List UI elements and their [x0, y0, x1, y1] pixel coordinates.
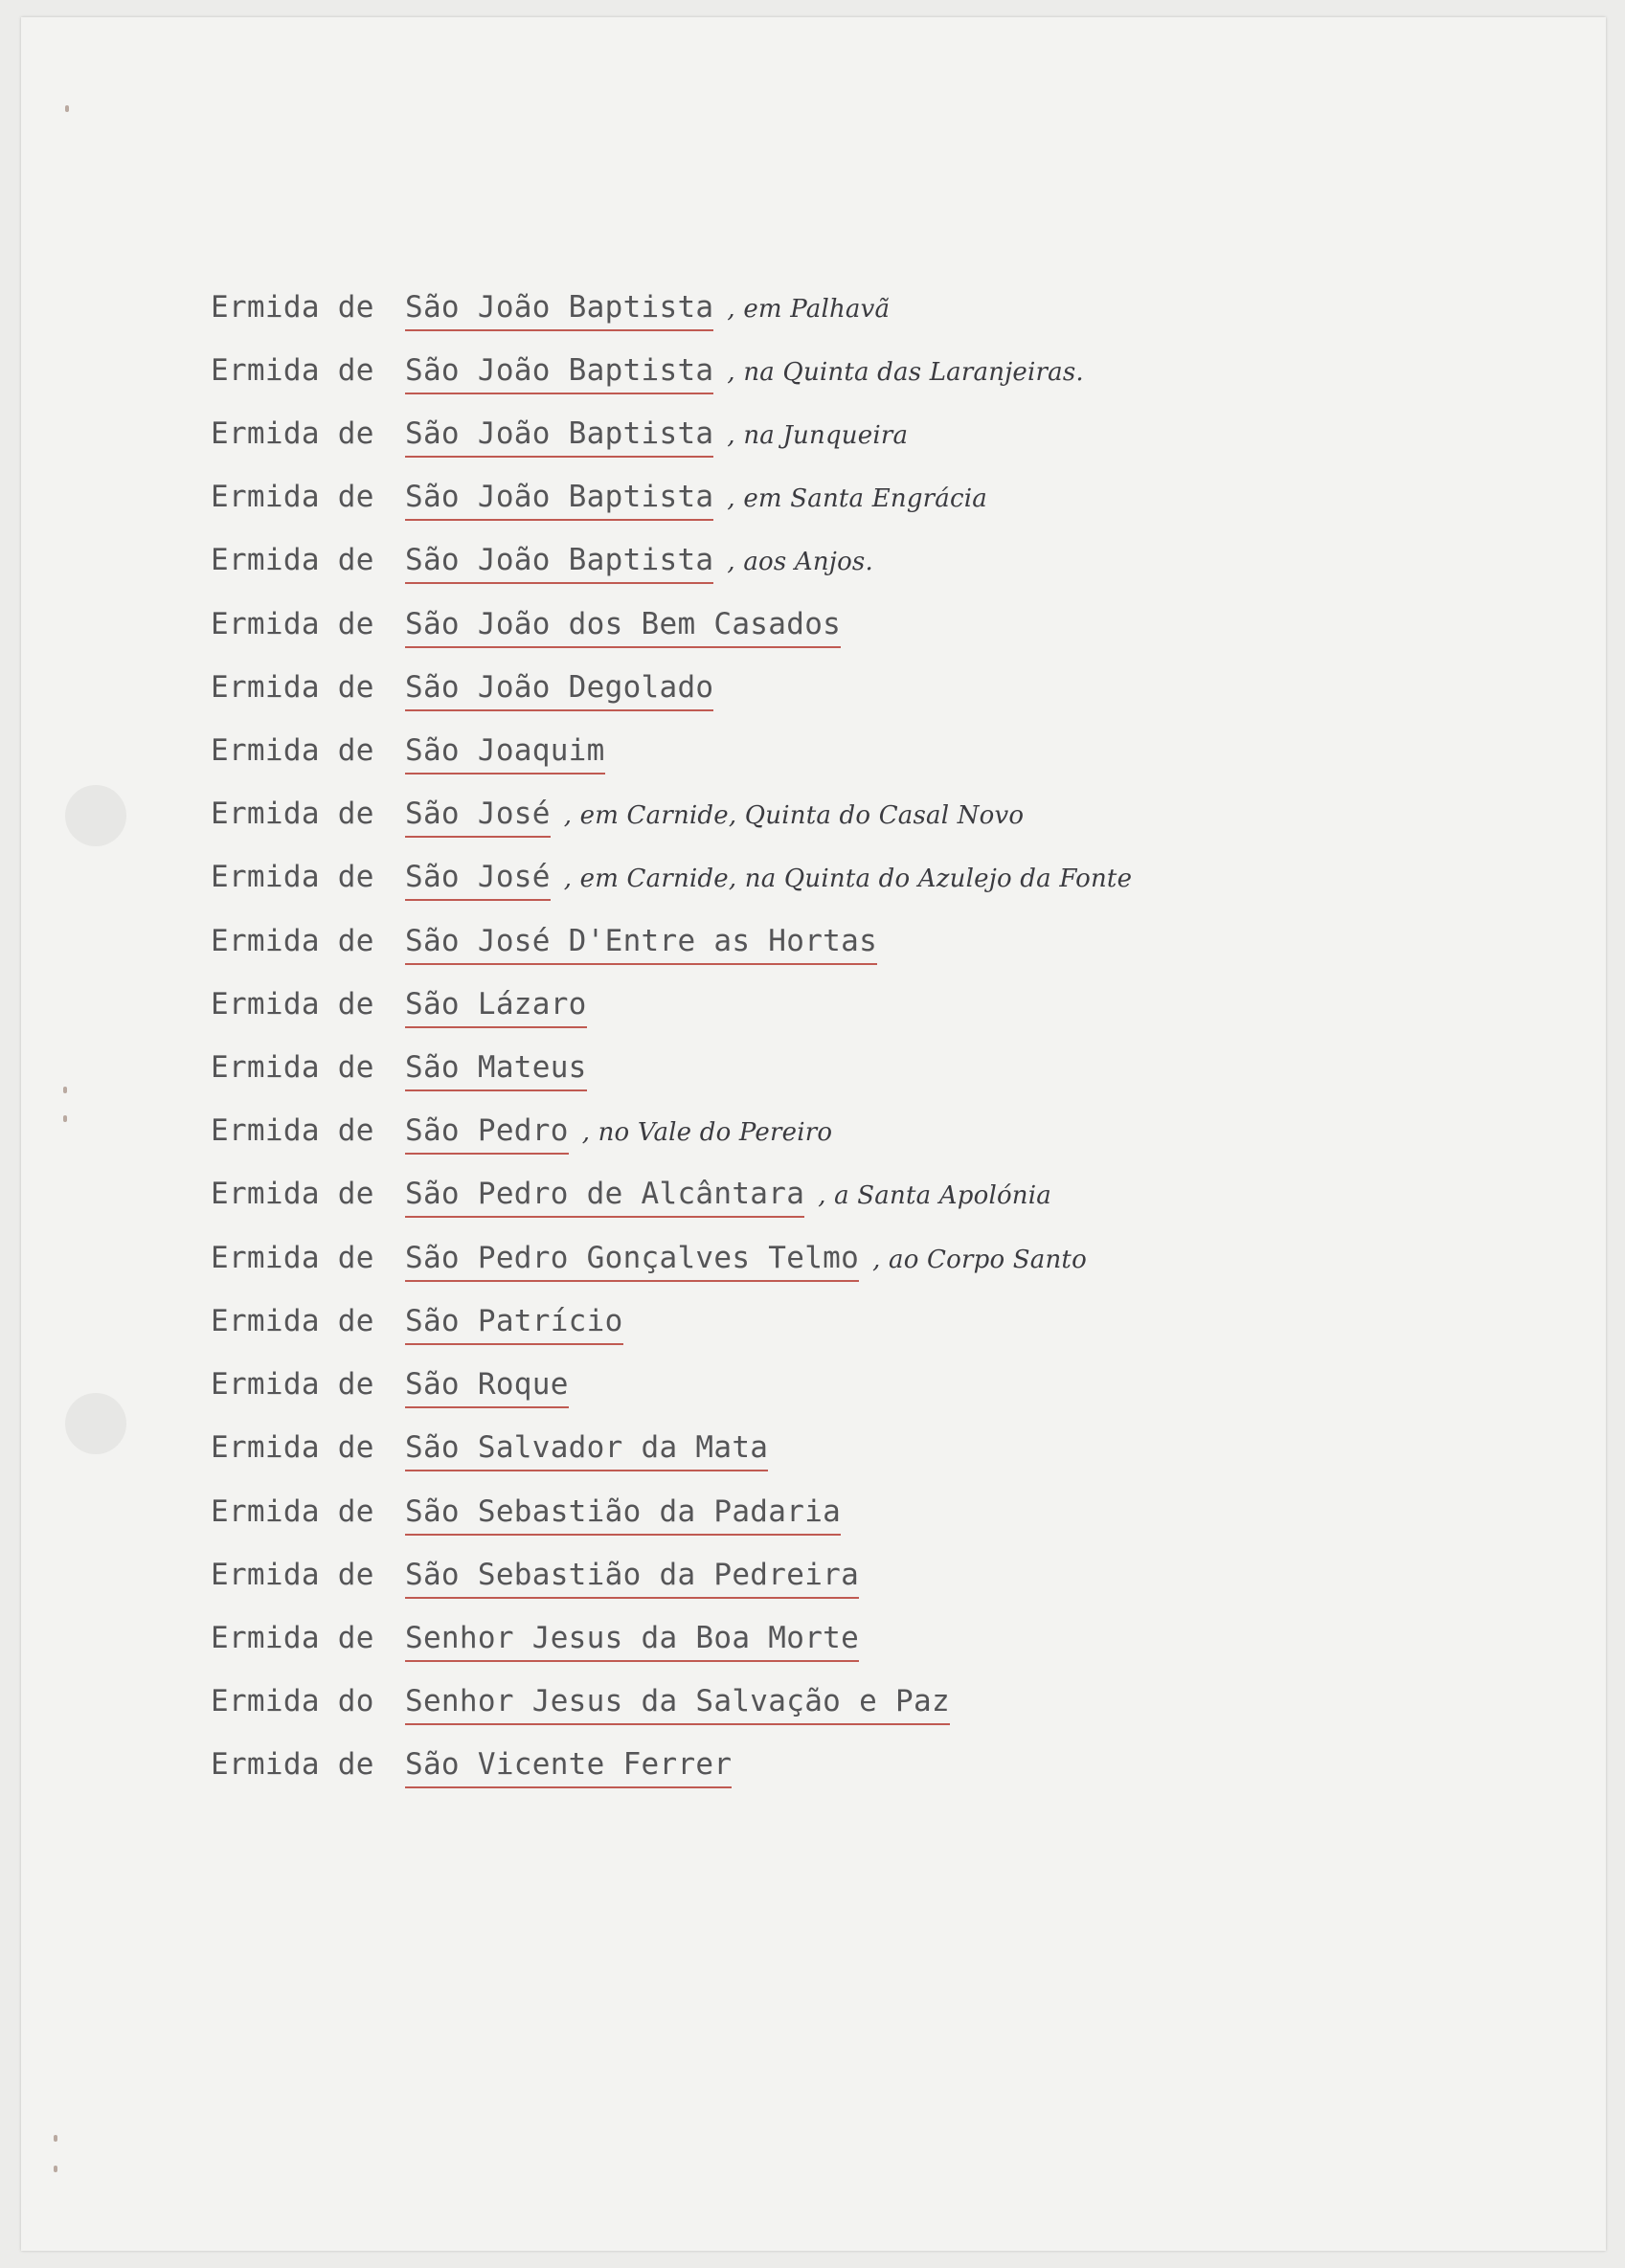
handwritten-note: , em Palhavã [727, 295, 891, 324]
entry-prefix: Ermida de [211, 1113, 374, 1148]
handwritten-note: , aos Anjos. [727, 548, 873, 576]
entry-prefix: Ermida de [211, 1494, 374, 1529]
list-item [211, 1617, 1590, 1669]
entry-prefix: Ermida de [211, 290, 374, 325]
entry-prefix: Ermida do [211, 1684, 374, 1718]
entry-name: São João Baptista [405, 476, 713, 521]
entry-prefix: Ermida de [211, 860, 374, 894]
handwritten-note: , em Carnide, na Quinta do Azulejo da Fonte [563, 865, 1133, 893]
list-item [211, 1680, 1590, 1732]
entry-name: São Roque [405, 1363, 569, 1408]
entry-name: São Mateus [405, 1046, 587, 1091]
entry-name: São Pedro Gonçalves Telmo [405, 1237, 859, 1282]
entry-prefix: Ermida de [211, 1177, 374, 1211]
entry-name: São Vicente Ferrer [405, 1743, 732, 1788]
list-item [211, 349, 1590, 401]
entry-prefix: Ermida de [211, 1367, 374, 1402]
entry-name: São Pedro de Alcântara [405, 1173, 804, 1218]
entry-name: São João Baptista [405, 286, 713, 331]
entry-prefix: Ermida de [211, 1558, 374, 1592]
list-item [211, 730, 1590, 781]
entry-name: São Patrício [405, 1300, 623, 1345]
handwritten-note: , ao Corpo Santo [872, 1246, 1087, 1274]
entry-prefix: Ermida de [211, 670, 374, 705]
entry-prefix: Ermida de [211, 607, 374, 641]
entry-name: São Lázaro [405, 983, 587, 1028]
list-item [211, 666, 1590, 718]
entry-name: São José [405, 856, 551, 901]
handwritten-note: , na Quinta das Laranjeiras. [727, 358, 1084, 387]
entry-name: São João Baptista [405, 349, 713, 394]
entry-prefix: Ermida de [211, 1747, 374, 1782]
handwritten-note: , em Santa Engrácia [727, 484, 987, 513]
entry-prefix: Ermida de [211, 1621, 374, 1655]
entry-name: Senhor Jesus da Salvação e Paz [405, 1680, 950, 1725]
entry-prefix: Ermida de [211, 416, 374, 451]
entry-prefix: Ermida de [211, 480, 374, 514]
list-item [211, 603, 1590, 655]
list-item [211, 1426, 1590, 1478]
entry-prefix: Ermida de [211, 1430, 374, 1465]
entry-name: São Pedro [405, 1110, 569, 1155]
list-item [211, 1173, 1590, 1224]
entry-name: São João dos Bem Casados [405, 603, 841, 648]
list-item [211, 983, 1590, 1035]
list-item [211, 1363, 1590, 1415]
list-item [211, 1046, 1590, 1098]
entry-name: São João Degolado [405, 666, 713, 711]
handwritten-note: , em Carnide, Quinta do Casal Novo [563, 801, 1025, 830]
handwritten-note: , no Vale do Pereiro [581, 1118, 833, 1147]
list-item [211, 1110, 1590, 1161]
entry-prefix: Ermida de [211, 353, 374, 388]
entry-name: São José D'Entre as Hortas [405, 920, 877, 965]
entry-prefix: Ermida de [211, 797, 374, 831]
entry-name: Senhor Jesus da Boa Morte [405, 1617, 859, 1662]
list-item [211, 476, 1590, 528]
list-item [211, 920, 1590, 972]
entry-prefix: Ermida de [211, 1050, 374, 1085]
handwritten-note: , a Santa Apolónia [818, 1181, 1051, 1210]
list-item [211, 413, 1590, 464]
list-item [211, 793, 1590, 844]
entry-name: São Sebastião da Padaria [405, 1491, 841, 1536]
handwritten-note: , na Junqueira [727, 421, 909, 450]
entry-name: São José [405, 793, 551, 838]
entry-prefix: Ermida de [211, 1241, 374, 1275]
entry-name: São João Baptista [405, 413, 713, 458]
entry-name: São Joaquim [405, 730, 605, 775]
list-item [211, 1554, 1590, 1606]
list-item [211, 856, 1590, 908]
entry-prefix: Ermida de [211, 987, 374, 1022]
list-item [211, 539, 1590, 591]
entry-prefix: Ermida de [211, 1304, 374, 1338]
list-item [211, 1237, 1590, 1289]
entry-prefix: Ermida de [211, 543, 374, 577]
entry-prefix: Ermida de [211, 733, 374, 768]
list-item [211, 1743, 1590, 1795]
entry-name: São Sebastião da Pedreira [405, 1554, 859, 1599]
entry-name: São João Baptista [405, 539, 713, 584]
list-item [211, 1491, 1590, 1542]
list-item [211, 286, 1590, 338]
entry-name: São Salvador da Mata [405, 1426, 768, 1471]
entry-prefix: Ermida de [211, 924, 374, 958]
list-item [211, 1300, 1590, 1352]
